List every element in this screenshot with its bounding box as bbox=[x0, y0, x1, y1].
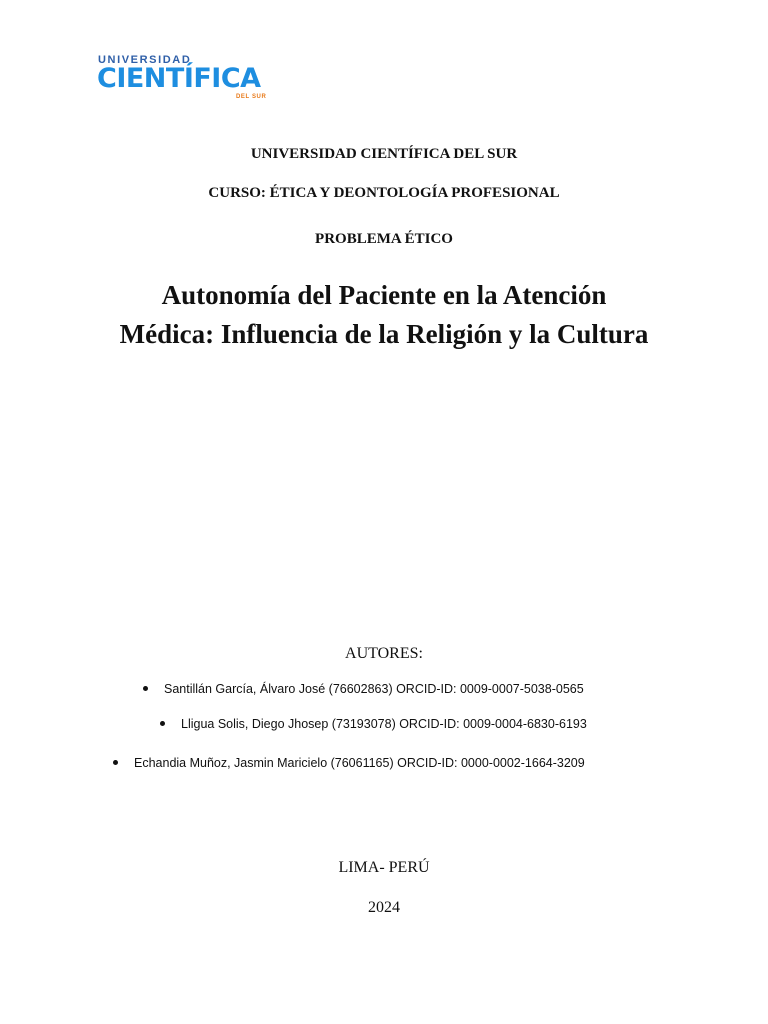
year-text: 2024 bbox=[368, 899, 400, 916]
author-list-item bbox=[160, 717, 587, 731]
logo-line-cientifica: CIENTÍFICA bbox=[97, 63, 261, 94]
author-text: Lligua Solis, Diego Jhosep (73193078) ORCID-ID: 0009-0004-6830-6193 bbox=[181, 717, 587, 731]
university-heading: UNIVERSIDAD CIENTÍFICA DEL SUR bbox=[250, 146, 518, 162]
author-text: Echandia Muñoz, Jasmin Maricielo (76061165) ORCID-ID: 0000-0002-1664-3209 bbox=[134, 756, 585, 770]
author-text: Santillán García, Álvaro José (76602863) ORCID-ID: 0009-0007-5038-0565 bbox=[164, 682, 584, 696]
authors-heading: AUTORES: bbox=[345, 645, 423, 662]
section-heading: PROBLEMA ÉTICO bbox=[315, 231, 453, 247]
university-logo bbox=[97, 54, 277, 104]
document-title-line-1: Autonomía del Paciente en la Atención bbox=[161, 280, 607, 310]
logo-line-del-sur: DEL SUR bbox=[236, 94, 267, 100]
logo-line-universidad: UNIVERSIDAD bbox=[98, 54, 192, 66]
bullet-icon bbox=[143, 686, 148, 691]
place-text: LIMA- PERÚ bbox=[338, 859, 430, 876]
author-list-item bbox=[143, 682, 584, 696]
bullet-icon bbox=[160, 721, 165, 726]
course-heading: CURSO: ÉTICA Y DEONTOLOGÍA PROFESIONAL bbox=[208, 185, 560, 201]
author-list-item bbox=[113, 756, 585, 770]
document-title bbox=[0, 276, 768, 354]
bullet-icon bbox=[113, 760, 118, 765]
document-title-line-2: Médica: Influencia de la Religión y la Cultura bbox=[119, 319, 649, 349]
